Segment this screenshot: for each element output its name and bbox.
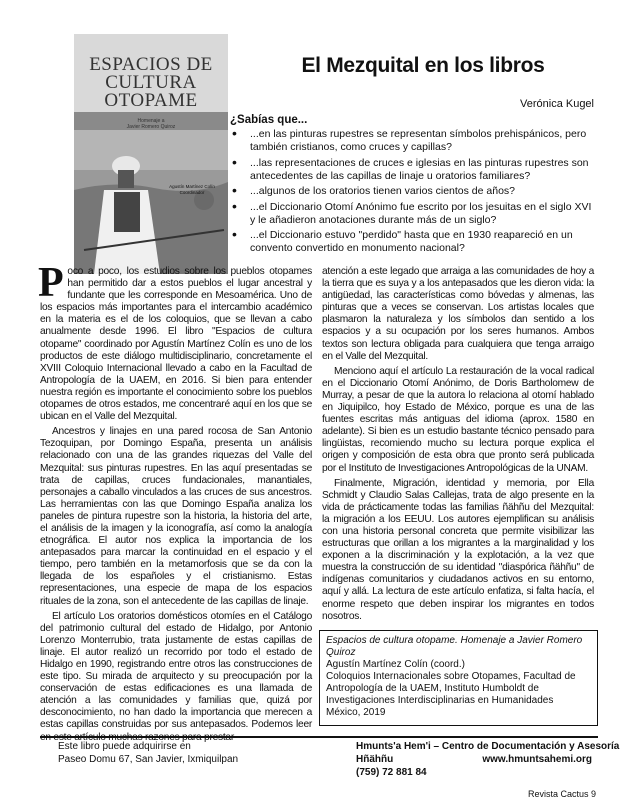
paragraph: Finalmente, Migración, identidad y memoria, por Ella Schmidt y Claudio Salas Callejas, trata de algo presente en la vida de prácticamente todas las familias ñähñu del Mezquital: la migración a los EEUU. Los autores ejemplifican su análisis con una historia personal concreta que permite visibilizar las estructuras que orillan a los migrantes a la marginalidad y los exponen a la discriminación y la explotación, a la vez que muestra la construcción de su identidad "diaspórica ñähñu" de indígenas comunitarios y ciudadanos activos en su entorno, aquí y allá. La lectura de este artículo enfatiza, si falta hacía, el enorme respeto que deben inspirar los migrantes en todos nosotros. [322, 477, 594, 622]
cover-photo [74, 130, 228, 274]
footer-phone: (759) 72 881 84 [356, 767, 427, 778]
page-footer: Revista Cactus 9 [527, 789, 596, 799]
paragraph: atención a este legado que arraiga a las comunidades de hoy a la tierra que es suya y a los antepasados que les dieron vida: la antigüedad, las características como bóvedas y almenas, las pinturas que a veces se conservan. Los artistas locales que plasmaron la naturaleza y los símbolos dan sentido a los espacios y a su ocupación por los seres humanos. Ambos textos son lectura obligada para cualquiera que tenga arraigo en el Valle del Mezquital. [322, 266, 594, 362]
book-info-box [319, 630, 598, 726]
sabias-que-heading: ¿Sabías que... [230, 114, 308, 126]
book-info-place-year: México, 2019 [326, 707, 386, 718]
footer-spacer [482, 740, 592, 753]
paragraph [38, 260, 312, 423]
cover-editor-name: Agustín Martínez Colín [169, 184, 215, 189]
book-info-title: Espacios de cultura otopame. Homenaje a Javier Romero Quiroz [326, 635, 583, 658]
body-column-left [38, 260, 312, 743]
cover-subtitle [74, 118, 228, 130]
sabias-que-list [232, 128, 594, 258]
list-item: • ...algunos de los oratorios tienen varios cientos de años? [232, 185, 594, 198]
body-column-right [322, 266, 594, 622]
article-author: Verónica Kugel [520, 98, 594, 110]
book-info-editor: Agustín Martínez Colín (coord.) [326, 659, 465, 670]
list-item: • ...las representaciones de cruces e iglesias en las pinturas rupestres son antecedentes de las capillas de linaje u oratorios familiares? [232, 157, 594, 183]
footer-purchase-line1: Este libro puede adquirirse en [58, 741, 191, 752]
cover-title: ESPACIOS DE CULTURA OTOPAME [89, 54, 213, 111]
cover-editor [164, 184, 220, 196]
footer-purchase-line2: Paseo Domu 67, San Javier, Ixmiquilpan [58, 754, 239, 765]
list-item: • ...en las pinturas rupestres se representan símbolos prehispánicos, pero también cristianos, como cruces y capillas? [232, 128, 594, 154]
list-item: • ...el Diccionario Otomí Anónimo fue escrito por los jesuitas en el siglo XVI y le añadieron anotaciones durante más de un siglo? [232, 201, 594, 227]
list-item: • ...el Diccionario estuvo "perdido" hasta que en 1930 reapareció en un convento convertido en monumento nacional? [232, 229, 594, 255]
paragraph: El artículo Los oratorios domésticos otomíes en el Catálogo del patrimonio cultural del estado de Hidalgo, por Antonio Lorenzo Monterrubio, trata justamente de estas capillas de linaje. El autor realizó un recorrido por todo el estado de Hidalgo en 1990, registrando entre otros las construcciones de este tipo. Su mirada de arquitecto y su preocupación por la conservación de estas edificaciones es una llamada de atención a las comunidades y familias que, quizá por desconocimiento, no han dado la importancia que merecen a estas capillas construidas por sus antepasados. Podemos leer en este artículo muchas razones para prestar [40, 610, 312, 743]
footer-org-name: Hmunts'a Hem'i – Centro de Documentación y Asesoría Hñähñu [356, 741, 620, 765]
cover-subtitle-line1: Homenaje a [137, 118, 165, 124]
footer-website[interactable]: www.hmuntsahemi.org [482, 754, 592, 765]
cover-editor-role: Coordinador [179, 190, 205, 195]
paragraph-text: oco a poco, los estudios sobre los pueblos otopames han permitido dar a estos pueblos el lugar ancestral y fundante que les corresponde en Mesoamérica. Uno de los espacios más importantes para el intercambio académico en la materia es el de los coloquios, que se llevan a cabo anualmente desde 1996. El libro "Espacios de cultura otopame" coordinado por Agustín Martínez Colín es uno de los productos de este diálogo multidisciplinario, concretamente el XVIII Coloquio Internacional llevado a cabo en la Facultad de Antropología de la UAEM, en 2016. Si bien para entender nuestra región es importante el conocimiento sobre los pueblos otopames de otros estados, me concentraré aquí en los que se ubican en el Valle del Mezquital. [40, 266, 312, 423]
paragraph: Ancestros y linajes en una pared rocosa de San Antonio Tezoquipan, por Domingo España, presenta un análisis relacionado con una de las grandes riquezas del Valle del Mezquital: sus pinturas rupestres. En las aquí presentadas se trata de capillas, cruces fundacionales, manantiales, personajes a caballo vinculados a las cruces de sus ancestros. Las herramientas con las que Domingo España analiza los paneles de pintura rupestre son la historia, la historia del arte, el análisis de la imagen y la iconografía, así como la analogía etnográfica. El autor nos explica la importancia de los antepasados para marcar la continuidad en el espacio y el tiempo, pero también en la metamorfosis que se da con la llegada de los españoles y el cristianismo. Estas representaciones, una especie de mapa de los espacios rituales de la zona, son el antecedente de las capillas de linaje. [40, 426, 312, 607]
footer-purchase-info [58, 740, 238, 766]
book-info-publisher: Coloquios Internacionales sobre Otopames, Facultad de Antropología de la UAEM, Instituto Humboldt de Investigaciones Interdisciplinarias en Humanidades [326, 671, 576, 706]
article-title: El Mezquital en los libros [301, 54, 545, 77]
cover-subtitle-line2: Javier Romero Quiroz [126, 124, 176, 130]
footer-web [482, 740, 592, 766]
paragraph: Menciono aquí el artículo La restauración de la vocal radical en el Diccionario Otomí Anónimo, de Doris Bartholomew de Murray, a pesar de que la autora lo relaciona al otomí hablado en Jiquipilco, hoy Estado de México, porque es una de las fuentes escritas más antiguas del idioma (aprox. 1580 en adelante). Si bien es un estudio bastante técnico pensado para lingüistas, recomiendo mucho su lectura porque explica el origen y composición de esta obra que pronto será publicada por el Instituto de Investigaciones Antropológicas de la UNAM. [322, 365, 594, 474]
drop-cap: P [38, 260, 64, 306]
book-cover-image [74, 34, 228, 274]
